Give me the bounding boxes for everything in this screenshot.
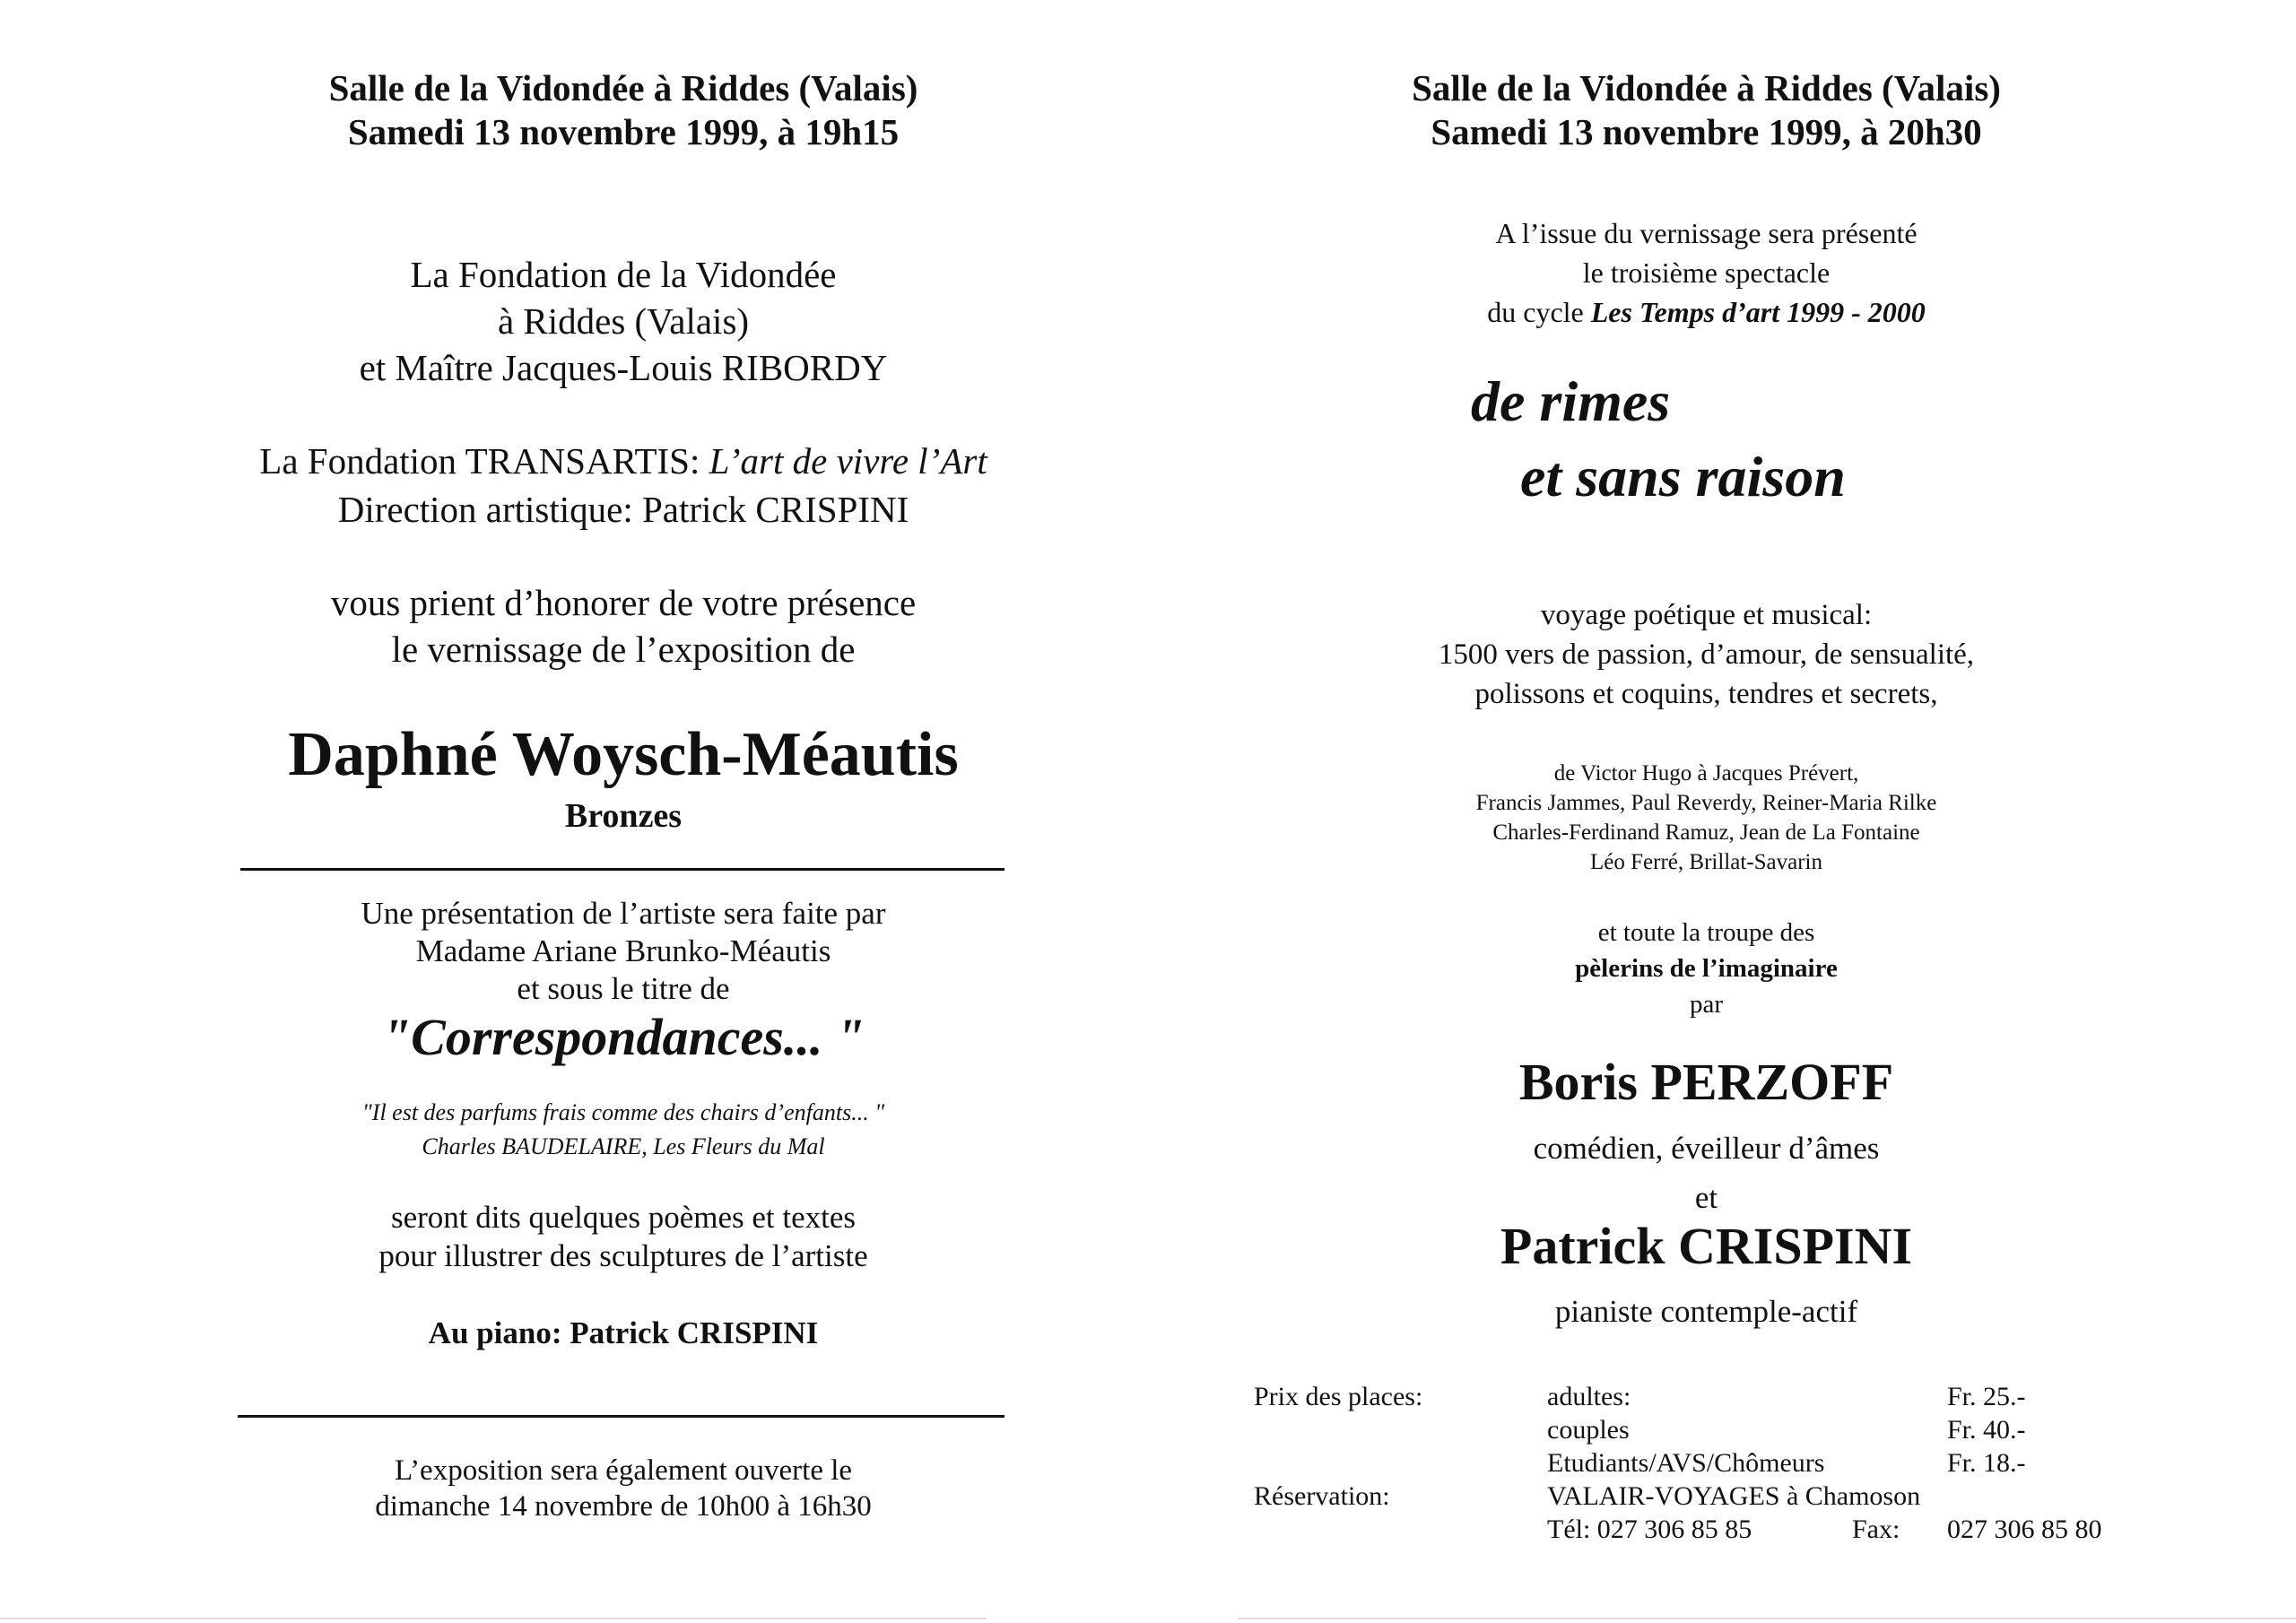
presentation-line-3: et sous le titre de (517, 971, 730, 1006)
left-header (0, 66, 1247, 154)
price-value-students: Fr. 18.- (1947, 1448, 2026, 1478)
artistic-direction: Direction artistique: Patrick CRISPINI (337, 489, 909, 530)
hosts-line-3: et Maître Jacques-Louis RIBORDY (359, 347, 888, 388)
troupe-line-1: et toute la troupe des (1597, 918, 1815, 947)
poems-line-1: seront dits quelques poèmes et textes (390, 1200, 857, 1235)
opening-line-1: L’exposition sera également ouverte le (394, 1454, 853, 1487)
prices-label: Prix des places: (1254, 1382, 1423, 1411)
reservation-fax-label: Fax: (1852, 1515, 1900, 1544)
authors-line-3: Charles-Ferdinand Ramuz, Jean de La Fontaine (1492, 820, 1920, 845)
presentation-line-1: Une présentation de l’artiste sera faite par (361, 896, 886, 931)
right-page-edge (1238, 1618, 2296, 1619)
right-description (1148, 595, 2265, 714)
description-line-3: polissons et coquins, tendres et secrets, (1474, 678, 1938, 710)
presentation-title: "Correspondances... " (381, 1008, 865, 1066)
left-poems (0, 1198, 1247, 1275)
reservation-label: Réservation: (1254, 1481, 1390, 1511)
intro-cycle-name: Les Temps d’art 1999 - 2000 (1590, 296, 1926, 328)
left-opening (0, 1453, 1247, 1524)
price-category-couples: couples (1547, 1415, 1630, 1445)
left-divider-top (240, 868, 1004, 871)
right-header (1148, 66, 2265, 154)
price-value-adults: Fr. 25.- (1947, 1382, 2026, 1411)
left-divider-bottom (238, 1415, 1004, 1418)
transartis-motto: L’art de vivre l’Art (709, 440, 987, 482)
authors-line-2: Francis Jammes, Paul Reverdy, Reiner-Maria Rilke (1475, 791, 1937, 815)
intro-cycle-prefix: du cycle (1487, 296, 1591, 328)
right-header-venue: Salle de la Vidondée à Riddes (Valais) (1412, 67, 2001, 108)
description-line-2: 1500 vers de passion, d’amour, de sensualité, (1438, 638, 1975, 671)
invite-line-2: le vernissage de l’exposition de (391, 629, 856, 670)
price-category-students: Etudiants/AVS/Chômeurs (1547, 1448, 1825, 1478)
price-category-adults: adultes: (1547, 1382, 1631, 1411)
opening-line-2: dimanche 14 novembre de 10h00 à 16h30 (375, 1490, 872, 1523)
reservation-fax: 027 306 85 80 (1947, 1515, 2102, 1544)
left-invite (0, 579, 1247, 673)
quote-text: "Il est des parfums frais comme des chairs d’enfants... " (361, 1099, 885, 1125)
presentation-line-2: Madame Ariane Brunko-Méautis (415, 933, 831, 968)
troupe-line-2: pèlerins de l’imaginaire (1575, 954, 1838, 983)
price-value-couples: Fr. 40.- (1947, 1415, 2026, 1445)
performer-2-role: pianiste contemple-actif (1554, 1294, 1858, 1329)
troupe-line-3: par (1689, 990, 1724, 1019)
left-presentation (0, 895, 1247, 1008)
transartis-prefix: La Fondation TRANSARTIS: (259, 440, 709, 482)
left-header-venue: Salle de la Vidondée à Riddes (Valais) (328, 67, 918, 108)
intro-line-2: le troisième spectacle (1582, 256, 1831, 289)
hosts-line-1: La Fondation de la Vidondée (410, 254, 837, 295)
reservation-agency: VALAIR-VOYAGES à Chamoson (1547, 1481, 1921, 1511)
left-hosts (0, 251, 1247, 391)
left-page-edge (0, 1618, 987, 1619)
left-transartis (0, 437, 1247, 534)
hosts-line-2: à Riddes (Valais) (497, 300, 750, 342)
artist-medium: Bronzes (564, 797, 683, 835)
right-intro (1148, 213, 2265, 332)
right-authors (1148, 759, 2265, 877)
quote-source: Charles BAUDELAIRE, Les Fleurs du Mal (422, 1133, 825, 1159)
authors-line-4: Léo Ferré, Brillat-Savarin (1590, 850, 1822, 874)
description-line-1: voyage poétique et musical: (1540, 599, 1873, 631)
performer-and: et (1694, 1180, 1718, 1215)
show-title-line-1: de rimes (1471, 369, 1671, 433)
authors-line-1: de Victor Hugo à Jacques Prévert, (1553, 761, 1859, 785)
artist-name: Daphné Woysch-Méautis (288, 720, 959, 789)
right-header-date: Samedi 13 novembre 1999, à 20h30 (1431, 111, 1982, 153)
reservation-tel: Tél: 027 306 85 85 (1547, 1515, 1752, 1544)
left-header-date: Samedi 13 novembre 1999, à 19h15 (347, 111, 900, 153)
left-quote (0, 1096, 1247, 1164)
intro-line-1: A l’issue du vernissage sera présenté (1495, 217, 1918, 249)
performer-1-role: comédien, éveilleur d’âmes (1533, 1131, 1880, 1166)
piano-credit: Au piano: Patrick CRISPINI (428, 1315, 819, 1350)
right-troupe (1148, 915, 2265, 1022)
intro-line-3 (1148, 292, 2265, 332)
transartis-line (0, 437, 1247, 485)
invite-line-1: vous prient d’honorer de votre présence (330, 582, 917, 623)
show-title-line-2: et sans raison (1520, 445, 1846, 508)
poems-line-2: pour illustrer des sculptures de l’artiste (378, 1238, 868, 1273)
right-page (1148, 0, 2296, 1623)
performer-2-name: Patrick CRISPINI (1500, 1217, 1913, 1275)
performer-1-name: Boris PERZOFF (1518, 1053, 1894, 1111)
